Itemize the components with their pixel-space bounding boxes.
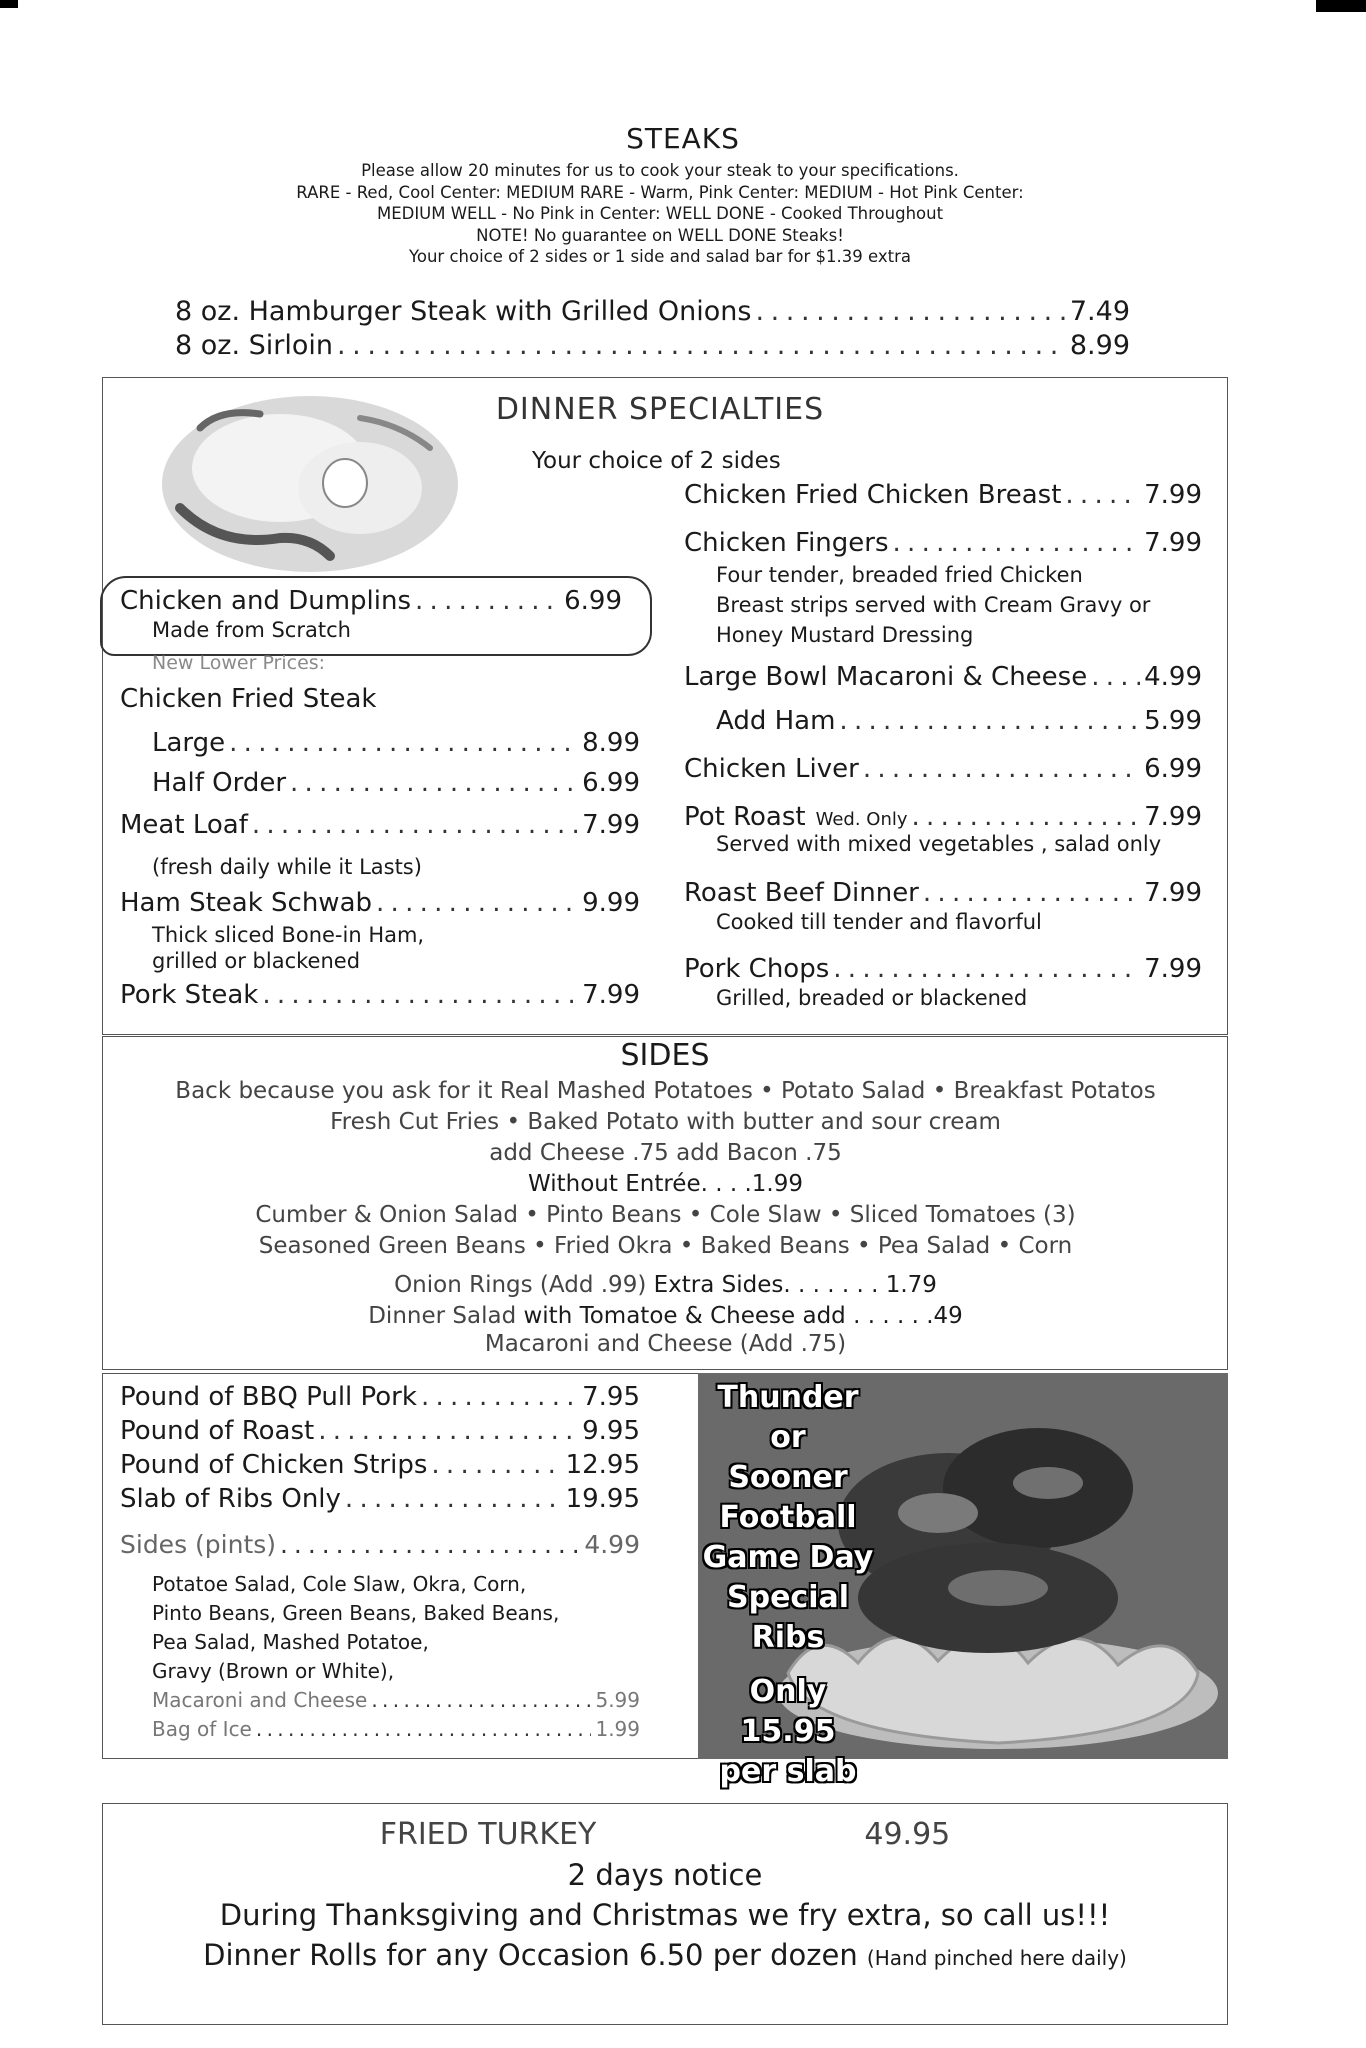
menu-item [120, 980, 640, 1010]
item-price: 4.99 [584, 1530, 640, 1559]
item-price: 7.99 [1144, 528, 1202, 558]
item-name: Pound of Roast [120, 1416, 315, 1446]
item-note: Thick sliced Bone-in Ham, grilled or blackened [152, 923, 425, 973]
item-name: Chicken and Dumplins [120, 586, 412, 616]
sides-line [108, 1301, 1223, 1332]
leader-dots [337, 329, 1066, 363]
steak-note: MEDIUM WELL - No Pink in Center: WELL DONE - Cooked Throughout [376, 204, 944, 223]
item-name: Roast Beef Dinner [684, 878, 919, 908]
leader-dots [415, 586, 560, 616]
leader-dots [371, 1686, 591, 1715]
sides-line: Seasoned Green Beans • Fried Okra • Baked Beans • Pea Salad • Corn [258, 1233, 1073, 1259]
menu-item [120, 1380, 640, 1414]
turkey-notice: 2 days notice [567, 1858, 763, 1892]
dinner-subtitle: Your choice of 2 sides [532, 448, 781, 474]
dinner-specialties-heading: DINNER SPECIALTIES [495, 392, 825, 427]
leader-dots [755, 295, 1065, 329]
menu-item [684, 662, 1202, 706]
item-price: 6.99 [582, 768, 640, 798]
steak-note: NOTE! No guarantee on WELL DONE Steaks! [476, 225, 844, 245]
item-name: Chicken Fingers [684, 528, 889, 558]
item-note: (fresh daily while it Lasts) [152, 855, 422, 879]
item-name: Pork Chops [684, 954, 830, 984]
item-qualifier: Wed. Only [815, 809, 908, 830]
item-note: Made from Scratch [152, 618, 351, 642]
sides-heading: SIDES [620, 1038, 710, 1073]
menu-item [716, 706, 1202, 754]
item-name: FRIED TURKEY [379, 1817, 597, 1852]
item-price: 6.99 [1144, 754, 1202, 784]
promo-line: Thunder [717, 1380, 859, 1415]
item-price: 7.49 [1069, 296, 1130, 327]
leader-dots [229, 728, 578, 758]
item-name: Add Ham [716, 706, 836, 736]
steak-note: Your choice of 2 sides or 1 side and salad bar for $1.39 extra [408, 247, 912, 266]
item-name: Chicken Fried Chicken Breast [684, 480, 1062, 510]
sides-line: Gravy (Brown or White), [152, 1659, 395, 1683]
chicken-dumplings-photo [160, 388, 460, 576]
leader-dots [256, 1715, 592, 1744]
item-price: 49.95 [864, 1817, 951, 1852]
leader-dots [600, 1815, 860, 1855]
item-name: Sides (pints) [120, 1530, 277, 1559]
bulk-orders-list [120, 1380, 640, 1516]
menu-item [684, 528, 1202, 560]
sides-list [152, 1570, 640, 1744]
item-name: Ham Steak Schwab [120, 888, 373, 918]
item-note: Cooked till tender and flavorful [716, 910, 1042, 934]
steak-note: Please allow 20 minutes for us to cook your steak to your specifications. [361, 161, 959, 180]
scan-edge-mark [1316, 0, 1366, 12]
item-name: Chicken Liver [684, 754, 859, 784]
item-price: 9.99 [582, 888, 640, 918]
leader-dots [893, 528, 1141, 558]
item-price: 6.99 [564, 586, 622, 616]
item-price: 7.99 [582, 810, 640, 840]
sides-line: Cumber & Onion Salad • Pinto Beans • Cole Slaw • Sliced Tomatoes (3) [255, 1202, 1076, 1228]
sides-line: add Cheese .75 add Bacon .75 [489, 1140, 842, 1166]
item-name: Pot Roast [684, 802, 806, 832]
item-price: 8.99 [1069, 330, 1130, 361]
item-price: 12.95 [565, 1450, 640, 1480]
menu-item [120, 1414, 640, 1448]
item-price: 7.99 [1144, 802, 1202, 832]
menu-item [175, 329, 1130, 363]
menu-item [684, 802, 1202, 832]
item-name: Large [152, 728, 226, 758]
steak-note: RARE - Red, Cool Center: MEDIUM RARE - Warm, Pink Center: MEDIUM - Hot Pink Center: [296, 182, 1024, 202]
leader-dots [923, 878, 1140, 908]
menu-item [684, 480, 1202, 528]
sides-line: Back because you ask for it Real Mashed Potatoes • Potato Salad • Breakfast Potatos [175, 1078, 1156, 1104]
item-price: 4.99 [1144, 662, 1202, 692]
steaks-notes [200, 160, 1120, 268]
item-name: Pork Steak [120, 980, 259, 1010]
item-name: Chicken Fried Steak [120, 684, 377, 714]
leader-dots [431, 1448, 561, 1482]
scan-edge-mark [0, 0, 18, 8]
leader-dots [318, 1414, 578, 1448]
sides-line: Fresh Cut Fries • Baked Potato with butter and sour cream [330, 1109, 1001, 1135]
leader-dots [290, 768, 578, 798]
item-price: 8.99 [582, 728, 640, 758]
menu-item [120, 1482, 640, 1516]
item-name: Bag of Ice [152, 1717, 252, 1741]
sides-line: Pea Salad, Mashed Potatoe, [152, 1630, 429, 1654]
item-price: 7.99 [1144, 878, 1202, 908]
item-price: 5.99 [1144, 706, 1202, 736]
item-name: 8 oz. Hamburger Steak with Grilled Onions [175, 296, 752, 327]
menu-item [120, 810, 640, 846]
menu-item [175, 295, 1130, 329]
menu-item [152, 728, 640, 768]
item-name: Half Order [152, 768, 287, 798]
menu-item [152, 1715, 640, 1744]
menu-item [684, 954, 1202, 986]
item-note: Four tender, breaded fried Chicken Breast strips served with Cream Gravy or Honey Mustard Dressing [716, 563, 1151, 647]
promo-line: or [770, 1420, 806, 1455]
sides-line: Pinto Beans, Green Beans, Baked Beans, [152, 1601, 560, 1625]
sides-text: Onion Rings (Add .99) [394, 1272, 647, 1298]
menu-item [120, 1448, 640, 1482]
sides-line: Without Entrée. . . .1.99 [528, 1171, 803, 1197]
sides-text: Dinner Salad [368, 1303, 517, 1329]
item-name: Macaroni and Cheese [152, 1688, 368, 1712]
leader-dots [421, 1380, 578, 1414]
leader-dots [839, 706, 1140, 736]
sides-text: Extra Sides. . . . . . . 1.79 [653, 1272, 937, 1298]
menu-item [152, 768, 640, 810]
leader-dots [262, 980, 578, 1010]
item-price: 7.99 [1144, 480, 1202, 510]
steaks-heading: STEAKS [626, 122, 740, 155]
item-price: 9.95 [582, 1416, 640, 1446]
fried-turkey-info [102, 1815, 1228, 1978]
promo-price: per slab [719, 1754, 857, 1789]
item-name: Pound of Chicken Strips [120, 1450, 428, 1480]
promo-line: Ribs [751, 1620, 825, 1655]
promo-line: Special [726, 1580, 850, 1615]
game-day-special-text [698, 1378, 878, 1792]
menu-item [120, 1530, 640, 1570]
sides-line [108, 1270, 1223, 1301]
item-name: Large Bowl Macaroni & Cheese [684, 662, 1088, 692]
promo-line: Sooner [728, 1460, 848, 1495]
holiday-note: During Thanksgiving and Christmas we fry extra, so call us!!! [219, 1898, 1111, 1932]
leader-dots [1065, 480, 1140, 510]
leader-dots [833, 954, 1140, 984]
item-name: Slab of Ribs Only [120, 1484, 341, 1514]
dinner-right-column [684, 480, 1202, 1010]
leader-dots [345, 1482, 562, 1516]
leader-dots [376, 888, 578, 918]
leader-dots [252, 810, 578, 840]
leader-dots [1091, 662, 1140, 692]
item-price: 7.99 [1144, 954, 1202, 984]
item-price: 19.95 [565, 1484, 640, 1514]
sides-text: with Tomatoe & Cheese add . . . . . .49 [523, 1303, 963, 1329]
menu-item [152, 1686, 640, 1715]
bulk-sides [120, 1530, 640, 1744]
lower-prices-note: New Lower Prices: [152, 652, 326, 674]
item-price: 7.95 [582, 1382, 640, 1412]
dinner-rolls-line [102, 1935, 1228, 1978]
item-name: Pound of BBQ Pull Pork [120, 1382, 417, 1412]
menu-item [684, 754, 1202, 802]
sides-line: Potatoe Salad, Cole Slaw, Okra, Corn, [152, 1572, 527, 1596]
dinner-left-column [120, 586, 640, 1010]
menu-item [120, 586, 640, 618]
menu-item [684, 878, 1202, 910]
promo-line: Football [719, 1500, 857, 1535]
steak-items [175, 295, 1130, 363]
promo-line: Game Day [702, 1540, 874, 1575]
rolls-text: Dinner Rolls for any Occasion 6.50 per dozen [203, 1938, 858, 1972]
item-price: 5.99 [595, 1688, 640, 1712]
item-name: 8 oz. Sirloin [175, 330, 333, 361]
item-note: Grilled, breaded or blackened [716, 986, 1028, 1010]
menu-item [102, 1815, 1228, 1855]
leader-dots [863, 754, 1140, 784]
leader-dots [912, 802, 1141, 832]
item-price: 7.99 [582, 980, 640, 1010]
sides-line: Macaroni and Cheese (Add .75) [484, 1331, 847, 1357]
menu-item [120, 888, 640, 922]
item-price: 1.99 [595, 1717, 640, 1741]
leader-dots [280, 1530, 580, 1559]
promo-price: Only 15.95 [740, 1674, 836, 1749]
rolls-note: (Hand pinched here daily) [866, 1946, 1127, 1970]
sides-list [108, 1076, 1223, 1356]
item-name: Meat Loaf [120, 810, 248, 840]
item-note: Served with mixed vegetables , salad only [716, 832, 1162, 856]
